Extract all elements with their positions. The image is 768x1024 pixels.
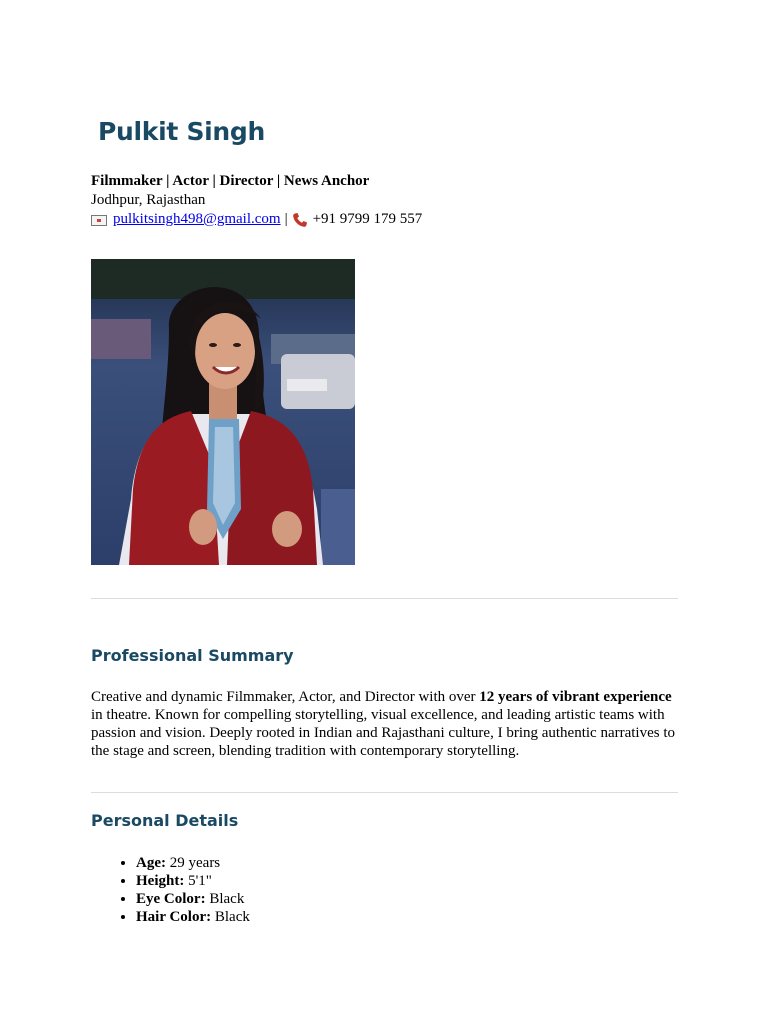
- profile-photo: [91, 259, 355, 565]
- detail-eye-color: [136, 890, 250, 908]
- divider-top: [91, 598, 678, 599]
- phone-number: +91 9799 179 557: [312, 211, 423, 227]
- detail-value: Black: [214, 909, 250, 925]
- contact-line: [91, 210, 422, 229]
- summary-text-start: Creative and dynamic Filmmaker, Actor, and Director with over: [91, 689, 480, 705]
- detail-label: Eye Color:: [136, 891, 206, 907]
- detail-label: Hair Color:: [136, 909, 212, 925]
- email-icon: [91, 215, 107, 226]
- personal-details-heading: Personal Details: [91, 811, 239, 830]
- detail-hair-color: [136, 908, 250, 926]
- roles-line: Filmmaker | Actor | Director | News Anchor: [91, 173, 370, 189]
- phone-icon: [292, 212, 308, 228]
- contact-separator: |: [284, 211, 288, 227]
- summary-paragraph: [91, 688, 678, 760]
- detail-value: Black: [209, 891, 245, 907]
- detail-height: [136, 872, 250, 890]
- summary-highlight: 12 years of vibrant experience: [479, 689, 672, 705]
- portrait-illustration: [91, 259, 355, 565]
- detail-value: 29 years: [169, 855, 221, 871]
- detail-label: Height:: [136, 873, 185, 889]
- divider-bottom: [91, 792, 678, 793]
- contact-block: [91, 172, 422, 229]
- personal-details-list: [91, 854, 250, 926]
- email-link[interactable]: pulkitsingh498@gmail.com: [113, 211, 281, 227]
- detail-value: 5'1": [188, 873, 212, 889]
- location-line: Jodhpur, Rajasthan: [91, 192, 206, 208]
- detail-label: Age:: [136, 855, 166, 871]
- summary-heading: Professional Summary: [91, 646, 294, 665]
- summary-text-end: in theatre. Known for compelling storytelling, visual excellence, and leading artistic teams with passion and vision. Deeply rooted in Indian and Rajasthani culture, I bring authentic narratives to the stage and screen, blending tradition with contemporary storytelling.: [91, 707, 676, 759]
- detail-age: [136, 854, 250, 872]
- candidate-name: Pulkit Singh: [98, 117, 266, 146]
